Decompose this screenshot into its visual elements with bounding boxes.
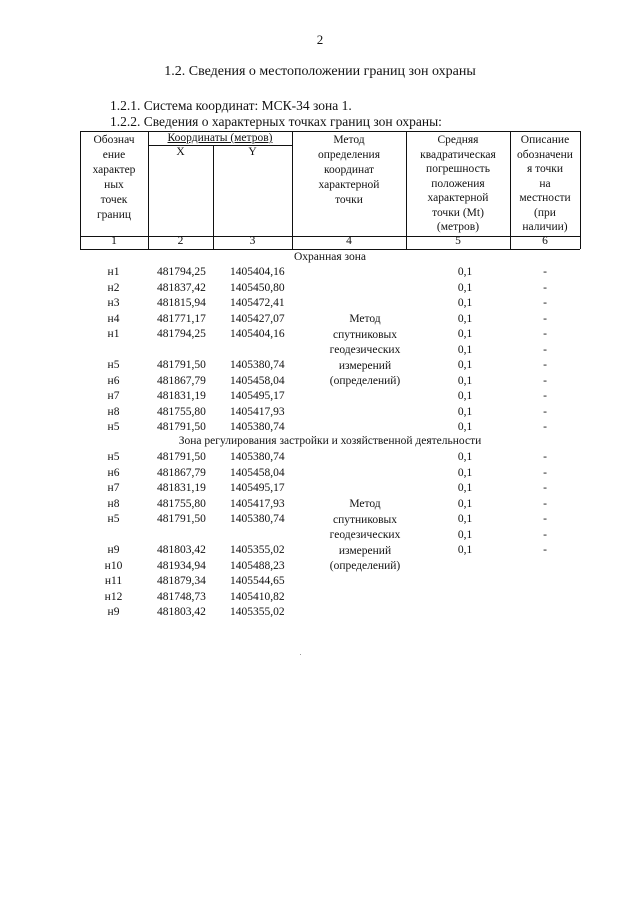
table-row: н9 481803,42 1405355,02 0,1 - — [107, 544, 547, 556]
table-row: н6 481867,79 1405458,04 0,1 - — [107, 466, 547, 479]
zone-title-regulation: Зона регулирования застройки и хозяйственной деятельности — [178, 435, 482, 447]
table-row: н7 481831,19 1405495,17 0,1 - — [107, 482, 547, 494]
header-method: Метод определения координат характерной точки — [317, 134, 380, 206]
table-row: н7 481831,19 1405495,17 0,1 - — [107, 390, 547, 402]
table-row: н5 481791,50 1405380,74 0,1 - — [107, 421, 547, 433]
table-row: н12 481748,73 1405410,82 — [104, 590, 285, 603]
header-error: Средняя квадратическая погрешность положения характерной точки (Mt) (метров) — [420, 134, 496, 233]
column-number: 2 — [177, 235, 184, 247]
header-description: Описание обозначени я точки на местности (при наличии) — [517, 134, 573, 233]
page-number: 2 — [316, 32, 324, 47]
table-row: 0,1 - — [457, 528, 547, 541]
table-row: н3 481815,94 1405472,41 0,1 - — [107, 297, 547, 309]
header-point: Обознач ение характер ных точек границ — [92, 134, 136, 221]
zone1-method: Метод спутниковых геодезических измерений (определений) — [329, 313, 401, 387]
table-row: н6 481867,79 1405458,04 0,1 - — [107, 374, 547, 387]
header-y: Y — [248, 146, 257, 158]
table-row: н9 481803,42 1405355,02 — [107, 606, 285, 618]
points-info-heading: 1.2.2. Сведения о характерных точках границ зон охраны: — [110, 114, 442, 129]
table-row: н11 481879,34 1405544,65 — [104, 575, 285, 587]
scan-speck — [300, 654, 301, 655]
table-row: н5 481791,50 1405380,74 0,1 - — [107, 359, 547, 371]
table-row: н1 481794,25 1405404,16 0,1 - — [107, 328, 547, 340]
table-row: н4 481771,17 1405427,07 0,1 - — [107, 312, 547, 325]
table-row: н1 481794,25 1405404,16 0,1 - — [107, 266, 547, 278]
table-row: 0,1 - — [457, 343, 547, 356]
table-row: н8 481755,80 1405417,93 0,1 - — [107, 405, 547, 418]
column-number: 1 — [111, 235, 117, 247]
column-number: 5 — [455, 235, 461, 247]
coordinate-system-heading: 1.2.1. Система координат: МСК-34 зона 1. — [110, 98, 352, 113]
table-row: н2 481837,42 1405450,80 0,1 - — [107, 281, 547, 294]
column-number: 3 — [249, 235, 256, 247]
table-row: н10 481934,94 1405488,23 — [104, 559, 285, 572]
table-row: н5 481791,50 1405380,74 0,1 - — [107, 513, 547, 525]
section-title: 1.2. Сведения о местоположении границ зон охраны — [164, 64, 476, 79]
column-number: 4 — [346, 235, 352, 247]
header-x: X — [176, 146, 185, 158]
table-row: н8 481755,80 1405417,93 0,1 - — [107, 497, 547, 510]
zone2-method: Метод спутниковых геодезических измерений (определений) — [329, 498, 401, 572]
zone-title-protection: Охранная зона — [294, 251, 366, 263]
header-coordinates: Координаты (метров) — [167, 132, 273, 144]
column-number: 6 — [542, 235, 548, 247]
table-row: н5 481791,50 1405380,74 0,1 - — [107, 451, 547, 463]
